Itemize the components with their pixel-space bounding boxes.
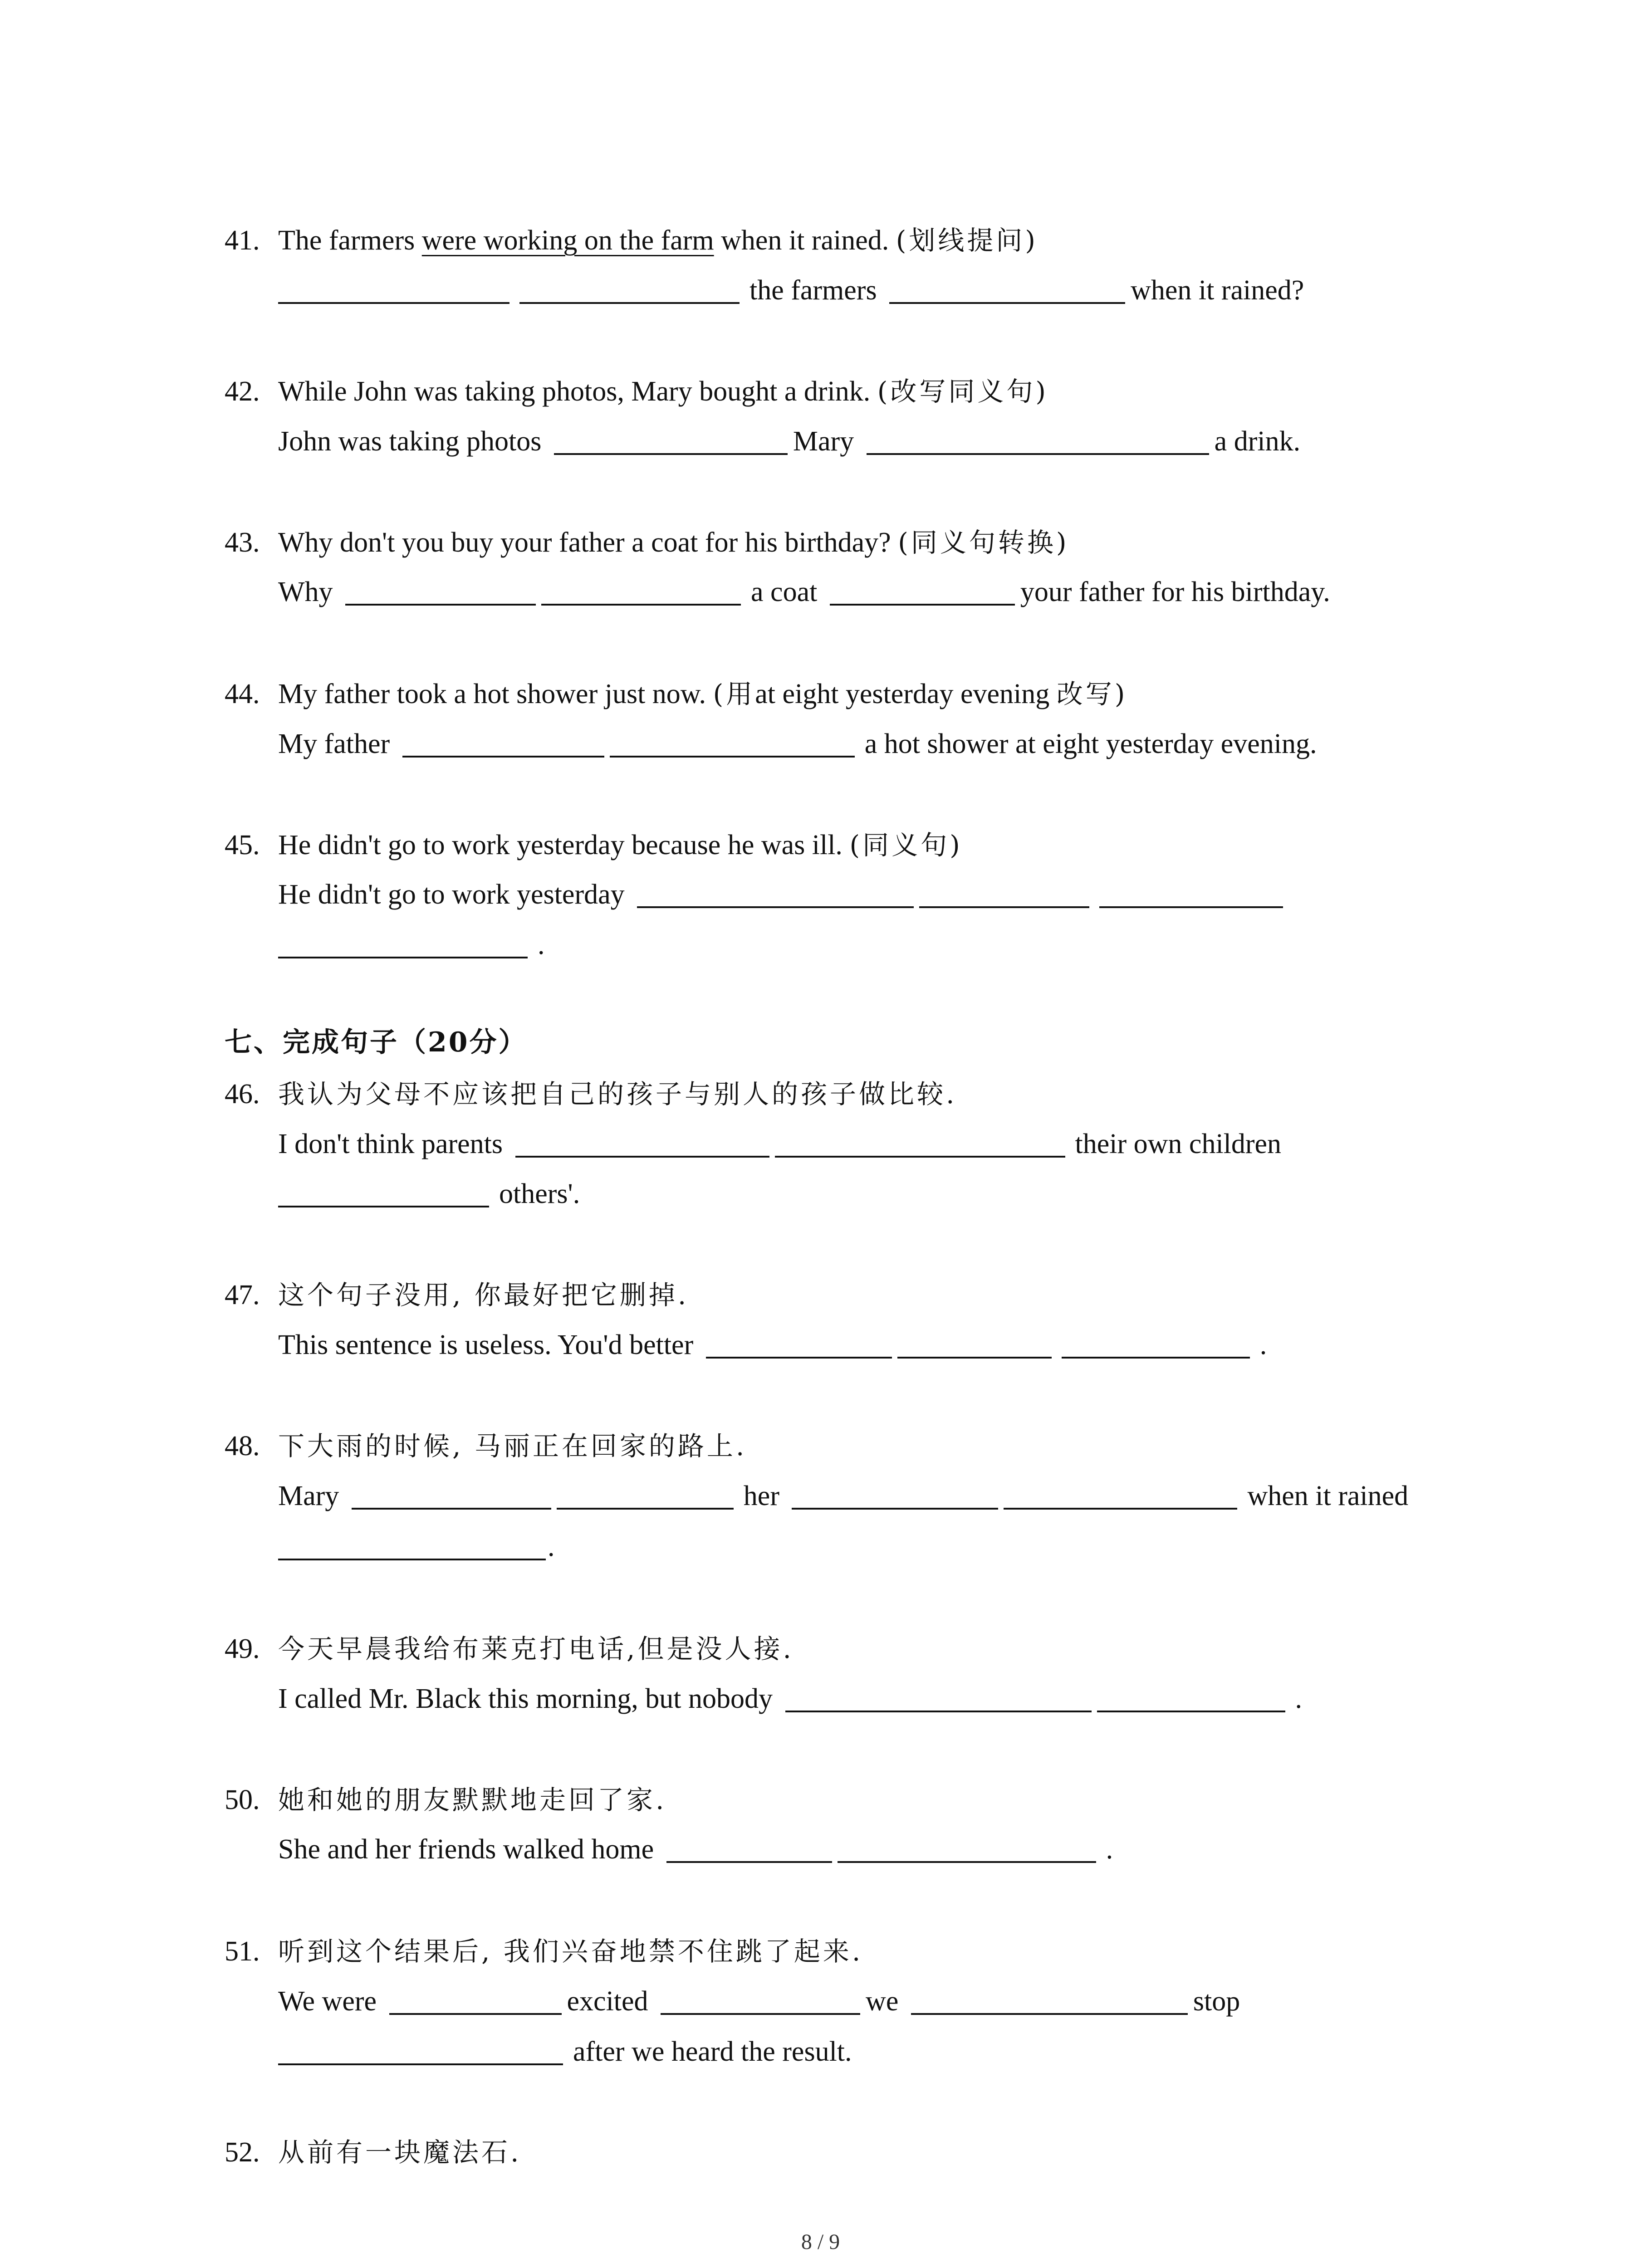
answer-blank[interactable] (867, 426, 1209, 455)
instruction: (同义句) (849, 830, 963, 860)
underlined-phrase: were working on the farm (421, 225, 714, 256)
answer-blank[interactable] (911, 1986, 1188, 2015)
answer-text: her (743, 1481, 779, 1511)
answer-blank[interactable] (278, 929, 528, 958)
question-42-answer-line (278, 423, 1300, 459)
question-number: 41. (225, 225, 260, 256)
answer-text: their own children (1075, 1129, 1282, 1159)
question-number: 51. (225, 1936, 260, 1967)
chinese-sentence: 我认为父母不应该把自己的孩子与别人的孩子做比较. (278, 1079, 957, 1110)
answer-text: . (538, 929, 545, 960)
answer-blank[interactable] (1004, 1481, 1237, 1510)
answer-blank[interactable] (515, 1129, 769, 1158)
answer-text: your father for his birthday. (1020, 577, 1330, 607)
instruction: (改写同义句) (877, 376, 1049, 407)
chinese-sentence: 从前有一块魔法石. (278, 2137, 522, 2168)
answer-text: John was taking photos (278, 426, 542, 457)
question-41-stem (225, 222, 1038, 259)
question-43-stem (225, 524, 1069, 561)
stem-text: when it rained. (721, 225, 889, 256)
answer-blank[interactable] (345, 577, 536, 606)
answer-blank[interactable] (637, 879, 914, 908)
answer-text: Mary (278, 1481, 339, 1511)
answer-blank[interactable] (610, 728, 855, 758)
question-45-answer-line (278, 876, 1293, 913)
page-number: 8 / 9 (801, 2230, 840, 2254)
question-47-answer-line (278, 1327, 1267, 1363)
answer-text: I don't think parents (278, 1129, 503, 1159)
answer-blank[interactable] (519, 275, 740, 304)
answer-blank[interactable] (389, 1986, 562, 2015)
answer-text: . (1259, 1330, 1267, 1360)
question-49-answer-line (278, 1681, 1302, 1717)
answer-text: She and her friends walked home (278, 1834, 654, 1865)
question-46-stem (225, 1076, 957, 1112)
question-number: 49. (225, 1633, 260, 1664)
answer-text: we (866, 1986, 899, 2017)
instruction: at eight yesterday evening (755, 679, 1050, 709)
answer-blank[interactable] (278, 2036, 563, 2065)
answer-blank[interactable] (838, 1834, 1096, 1863)
question-51-stem (225, 1933, 863, 1970)
answer-text: . (548, 1531, 555, 1562)
answer-blank[interactable] (666, 1834, 832, 1863)
answer-text: a drink. (1214, 426, 1301, 457)
question-50-stem (225, 1782, 666, 1818)
answer-text: I called Mr. Black this morning, but nobody (278, 1683, 773, 1714)
question-48-answer-line (278, 1478, 1408, 1514)
answer-text: We were (278, 1986, 377, 2017)
answer-blank[interactable] (278, 1178, 489, 1207)
question-number: 46. (225, 1079, 260, 1110)
question-45-answer-line-2 (278, 927, 545, 963)
answer-blank[interactable] (1097, 1683, 1285, 1712)
answer-blank[interactable] (1099, 879, 1283, 908)
instruction: (划线提问) (896, 225, 1038, 256)
answer-blank[interactable] (775, 1129, 1065, 1158)
answer-blank[interactable] (541, 577, 741, 606)
question-46-answer-line-2 (278, 1176, 580, 1212)
question-46-answer-line (278, 1126, 1281, 1162)
answer-blank[interactable] (352, 1481, 551, 1510)
stem-text: Why don't you buy your father a coat for his birthday? (278, 527, 891, 558)
question-50-answer-line (278, 1831, 1113, 1867)
question-45-stem (225, 827, 963, 863)
answer-blank[interactable] (278, 1531, 546, 1560)
chinese-sentence: 她和她的朋友默默地走回了家. (278, 1784, 667, 1815)
question-42-stem (225, 373, 1048, 410)
answer-blank[interactable] (792, 1481, 998, 1510)
answer-blank[interactable] (897, 1330, 1052, 1359)
instruction: 改写) (1056, 679, 1128, 709)
answer-text: the farmers (749, 275, 877, 306)
question-number: 52. (225, 2137, 260, 2168)
question-47-stem (225, 1277, 689, 1313)
question-52-stem (225, 2134, 521, 2170)
answer-text: after we heard the result. (573, 2036, 852, 2067)
question-number: 48. (225, 1431, 260, 1461)
answer-text: . (1295, 1683, 1303, 1714)
stem-text: He didn't go to work yesterday because he was ill. (278, 830, 843, 860)
question-number: 47. (225, 1280, 260, 1310)
question-number: 42. (225, 376, 260, 407)
answer-text: others'. (499, 1178, 580, 1209)
question-number: 50. (225, 1784, 260, 1815)
instruction: (同义句转换) (898, 527, 1069, 558)
chinese-sentence: 下大雨的时候, 马丽正在回家的路上. (278, 1431, 747, 1461)
answer-text: a hot shower at eight yesterday evening. (864, 728, 1317, 759)
answer-blank[interactable] (889, 275, 1125, 304)
answer-blank[interactable] (557, 1481, 734, 1510)
answer-text: a coat (751, 577, 818, 607)
question-number: 43. (225, 527, 260, 558)
answer-text: He didn't go to work yesterday (278, 879, 625, 910)
answer-text: when it rained? (1131, 275, 1304, 306)
answer-blank[interactable] (402, 728, 604, 758)
answer-blank[interactable] (554, 426, 788, 455)
answer-text: My father (278, 728, 390, 759)
section-heading: 七、完成句子（20分） (225, 1026, 528, 1058)
answer-blank[interactable] (830, 577, 1015, 606)
stem-text: While John was taking photos, Mary bought a drink. (278, 376, 871, 407)
answer-blank[interactable] (278, 275, 509, 304)
answer-text: This sentence is useless. You'd better (278, 1330, 694, 1360)
answer-text: . (1106, 1834, 1113, 1865)
answer-blank[interactable] (661, 1986, 860, 2015)
question-51-answer-line-2 (278, 2033, 852, 2070)
answer-text: Why (278, 577, 333, 607)
answer-text: Mary (793, 426, 854, 457)
chinese-sentence: 今天早晨我给布莱克打电话,但是没人接. (278, 1633, 794, 1664)
question-48-answer-line-2 (278, 1529, 555, 1565)
answer-text: excited (567, 1986, 648, 2017)
stem-text: The farmers (278, 225, 415, 256)
question-44-answer-line (278, 726, 1317, 762)
answer-text: stop (1193, 1986, 1240, 2017)
question-51-answer-line (278, 1983, 1240, 2019)
chinese-sentence: 听到这个结果后, 我们兴奋地禁不住跳了起来. (278, 1936, 863, 1967)
instruction: (用 (713, 679, 755, 709)
question-number: 45. (225, 830, 260, 860)
question-44-stem (225, 676, 1127, 712)
question-41-answer-line (278, 272, 1304, 308)
question-49-stem (225, 1631, 794, 1667)
answer-text: when it rained (1247, 1481, 1409, 1511)
stem-text: My father took a hot shower just now. (278, 679, 706, 709)
answer-blank[interactable] (785, 1683, 1092, 1712)
chinese-sentence: 这个句子没用, 你最好把它删掉. (278, 1280, 689, 1310)
answer-blank[interactable] (706, 1330, 892, 1359)
question-43-answer-line (278, 574, 1330, 610)
answer-blank[interactable] (919, 879, 1089, 908)
answer-blank[interactable] (1062, 1330, 1250, 1359)
question-48-stem (225, 1428, 747, 1464)
question-number: 44. (225, 679, 260, 709)
